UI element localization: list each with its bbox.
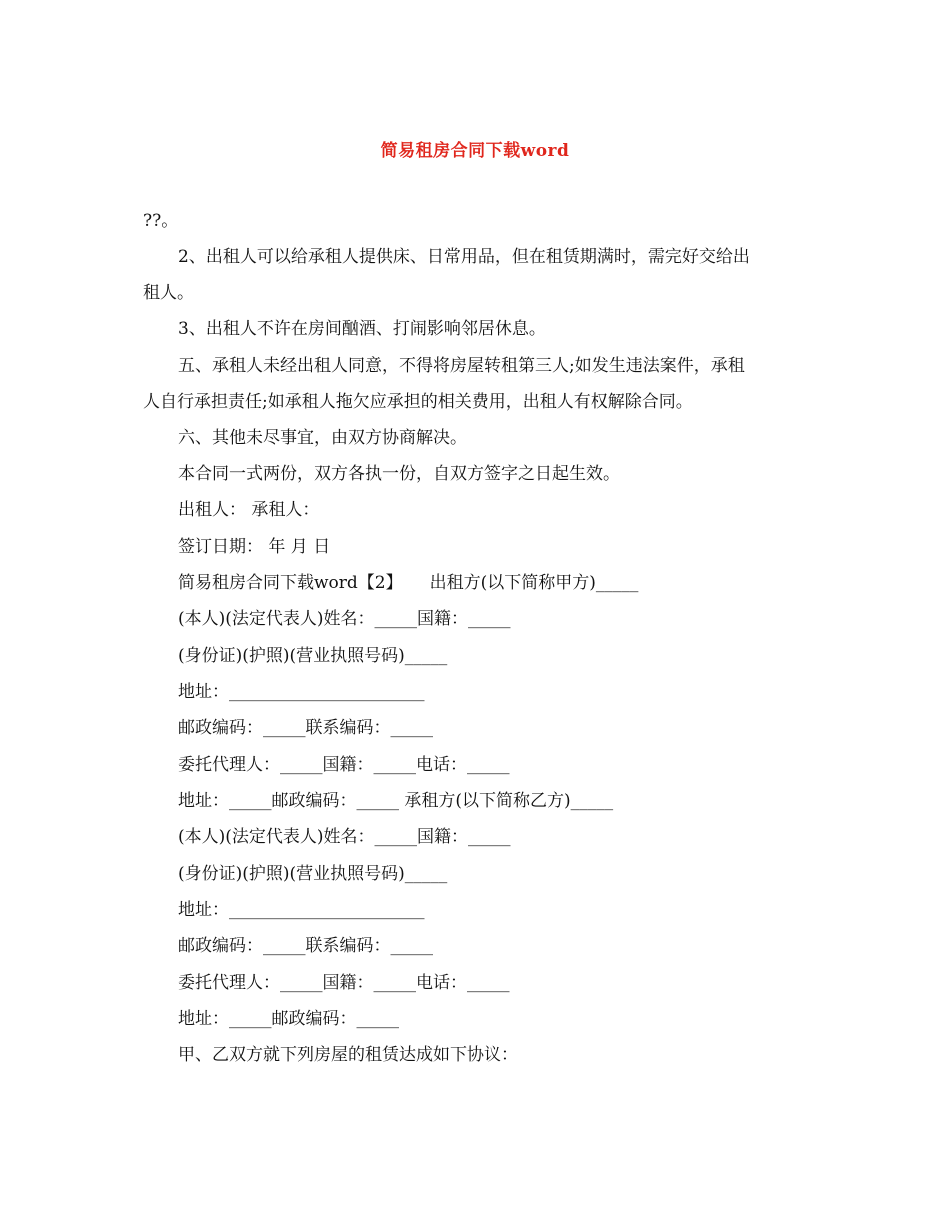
text-line: 委托代理人：_____国籍：_____电话：_____	[178, 973, 510, 993]
text-line: 地址：_____邮政编码：_____	[178, 1009, 399, 1029]
text-line: 委托代理人：_____国籍：_____电话：_____	[178, 755, 510, 775]
text-line: 签订日期： 年 月 日	[178, 537, 331, 557]
text-line: 3、出租人不许在房间酗酒、打闹影响邻居休息。	[178, 319, 546, 339]
text-line: 简易租房合同下载word【2】 出租方(以下简称甲方)_____	[178, 573, 639, 593]
text-line: 地址：_____邮政编码：_____ 承租方(以下简称乙方)_____	[178, 791, 614, 811]
text-line: 甲、乙双方就下列房屋的租赁达成如下协议：	[178, 1045, 518, 1065]
text-line: 租人。	[143, 283, 194, 303]
text-line: 本合同一式两份，双方各执一份，自双方签字之日起生效。	[178, 464, 620, 484]
text-line: 邮政编码：_____联系编码：_____	[178, 718, 433, 738]
text-line: 出租人： 承租人：	[178, 500, 320, 520]
text-line: 人自行承担责任;如承租人拖欠应承担的相关费用，出租人有权解除合同。	[143, 392, 693, 412]
text-line: 地址：_______________________	[178, 900, 425, 920]
text-line: ??。	[143, 211, 179, 231]
text-line: 地址：_______________________	[178, 682, 425, 702]
text-line: 六、其他未尽事宜，由双方协商解决。	[178, 428, 467, 448]
text-line: (本人)(法定代表人)姓名：_____国籍：_____	[178, 827, 511, 847]
text-line: (身份证)(护照)(营业执照号码)_____	[178, 864, 448, 884]
text-line: (身份证)(护照)(营业执照号码)_____	[178, 646, 448, 666]
text-line: 邮政编码：_____联系编码：_____	[178, 936, 433, 956]
text-line: (本人)(法定代表人)姓名：_____国籍：_____	[178, 609, 511, 629]
text-line: 五、承租人未经出租人同意，不得将房屋转租第三人;如发生违法案件，承租	[178, 356, 745, 376]
text-line: 2、出租人可以给承租人提供床、日常用品，但在租赁期满时，需完好交给出	[178, 247, 750, 267]
document-title: 简易租房合同下载word	[380, 141, 570, 161]
